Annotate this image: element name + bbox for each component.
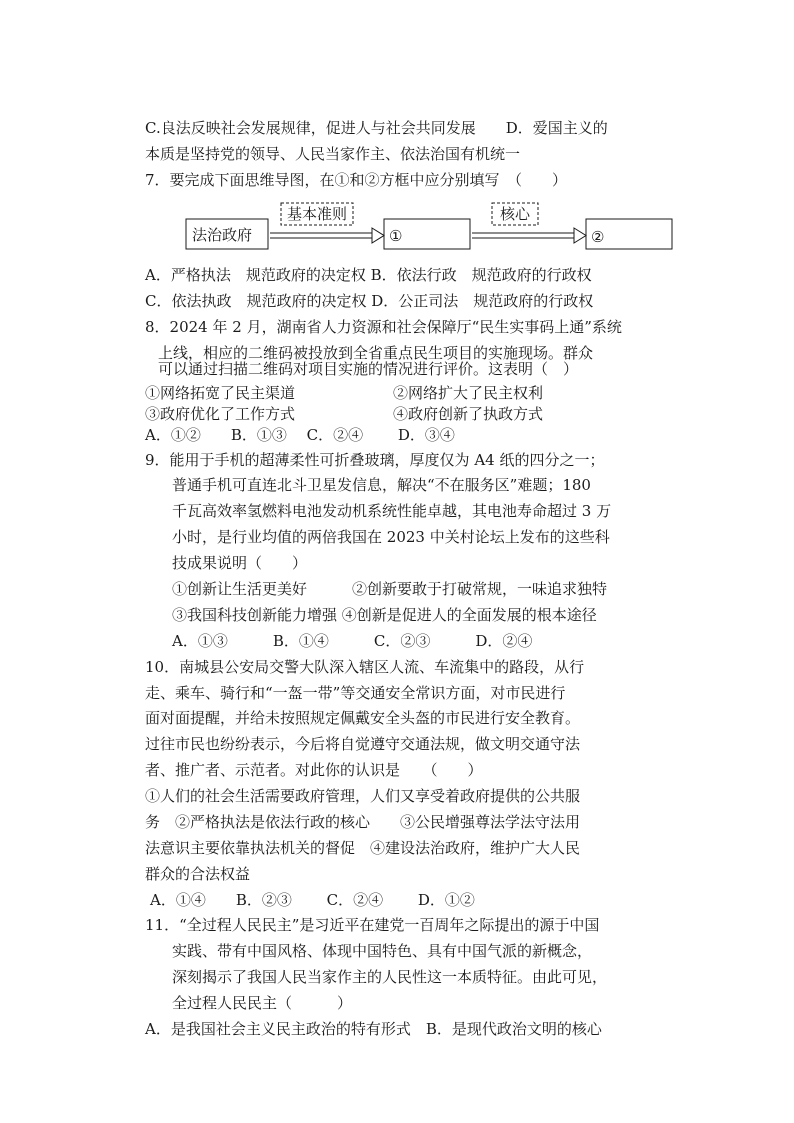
question-11-stem-4: 全过程人民民主（ ） [172,994,353,1012]
question-10-stem-1: 10．南城县公安局交警大队深入辖区人流、车流集中的路段，从行 [145,658,585,676]
option-d-line-2: 本质是坚持党的领导、人民当家作主、依法治国有机统一 [145,145,521,163]
question-9-options-2: ③我国科技创新能力增强 ④创新是促进人的全面发展的根本途径 [172,606,597,624]
question-10-answers: A．①④ B．②③ C．②④ D．①② [150,891,475,909]
question-11-stem-3: 深刻揭示了我国人民当家作主的人民性这一本质特征。由此可见， [172,968,608,986]
question-10-option-line-4: 群众的合法权益 [145,865,251,883]
question-7-options-ab: A．严格执法 规范政府的决定权 B．依法行政 规范政府的行政权 [145,266,592,284]
question-10-stem-3: 面对面提醒，并给未按照规定佩戴安全头盔的市民进行安全教育。 [145,709,581,727]
mind-map-box-2-text: ② [591,228,605,246]
question-9-stem-5: 技成果说明（ ） [172,554,308,572]
question-8-answers: A．①② B．①③ C．②④ D．③④ [145,426,455,444]
question-8-option-3: ③政府优化了工作方式 [145,405,296,423]
question-8-stem-3: 可以通过扫描二维码对项目实施的情况进行评价。这表明（ ） [158,360,579,378]
mind-map-label-box-2 [492,203,538,225]
mind-map-box-2 [586,219,672,249]
mind-map-box-1 [384,219,470,249]
question-9-stem-3: 千瓦高效率氢燃料电池发动机系统性能卓越，其电池寿命超过 3 万 [172,502,612,520]
question-7-options-cd: C．依法执政 规范政府的决定权 D．公正司法 规范政府的行政权 [145,292,594,310]
mind-map-start-text: 法治政府 [192,226,253,244]
mind-map-start-box [186,219,268,249]
question-9-stem-2: 普通手机可直连北斗卫星发信息，解决“不在服务区”难题；180 [172,476,591,494]
mind-map-box-1-text: ① [389,227,403,245]
question-10-option-line-2: 务 ②严格执法是依法行政的核心 ③公民增强尊法学法守法用 [145,813,581,831]
mind-map-arrow-2-head [574,228,586,243]
mind-map-label-2: 核心 [500,205,531,223]
mind-map-arrow-1-head [372,228,384,243]
question-8-option-4: ④政府创新了执政方式 [393,405,544,423]
mind-map-label-box-1 [281,203,353,225]
question-8-stem-2: 上线，相应的二维码被投放到全省重点民生项目的实施现场。群众 [158,344,594,362]
question-7-stem: 7．要完成下面思维导图，在①和②方框中应分别填写 （ ） [145,171,568,189]
question-8-option-2: ②网络扩大了民主权利 [393,384,544,402]
question-11-stem-2: 实践、带有中国风格、体现中国特色、具有中国气派的新概念， [172,942,593,960]
question-10-stem-2: 走、乘车、骑行和“一盔一带”等交通安全常识方面，对市民进行 [145,684,566,702]
question-10-option-line-3: 法意识主要依靠执法机关的督促 ④建设法治政府，维护广大人民 [145,839,581,857]
question-9-options-1: ①创新让生活更美好 ②创新要敢于打破常规，一味追求独特 [172,580,608,598]
question-9-answers: A．①③ B．①④ C．②③ D．②④ [172,632,533,650]
question-11-stem-1: 11．“全过程人民民主”是习近平在建党一百周年之际提出的源于中国 [145,916,600,934]
question-10-stem-4: 过往市民也纷纷表示，今后将自觉遵守交通法规，做文明交通守法 [145,735,581,753]
mind-map-label-1: 基本准则 [287,205,348,223]
question-9-stem-4: 小时，是行业均值的两倍我国在 2023 中关村论坛上发布的这些科 [172,528,610,546]
question-11-options-ab: A．是我国社会主义民主政治的特有形式 B．是现代政治文明的核心 [145,1020,602,1038]
question-10-stem-5: 者、推广者、示范者。对此你的认识是 （ ） [145,761,483,779]
question-8-option-1: ①网络拓宽了民主渠道 [145,384,296,402]
question-8-stem-1: 8．2024 年 2 月，湖南省人力资源和社会保障厅“民生实事码上通”系统 [145,318,622,336]
question-10-option-line-1: ①人们的社会生活需要政府管理，人们又享受着政府提供的公共服 [145,787,581,805]
question-9-stem-1: 9．能用于手机的超薄柔性可折叠玻璃，厚度仅为 A4 纸的四分之一； [145,451,605,469]
option-c-d-line-1: C.良法反映社会发展规律，促进人与社会共同发展 D．爱国主义的 [145,119,608,137]
